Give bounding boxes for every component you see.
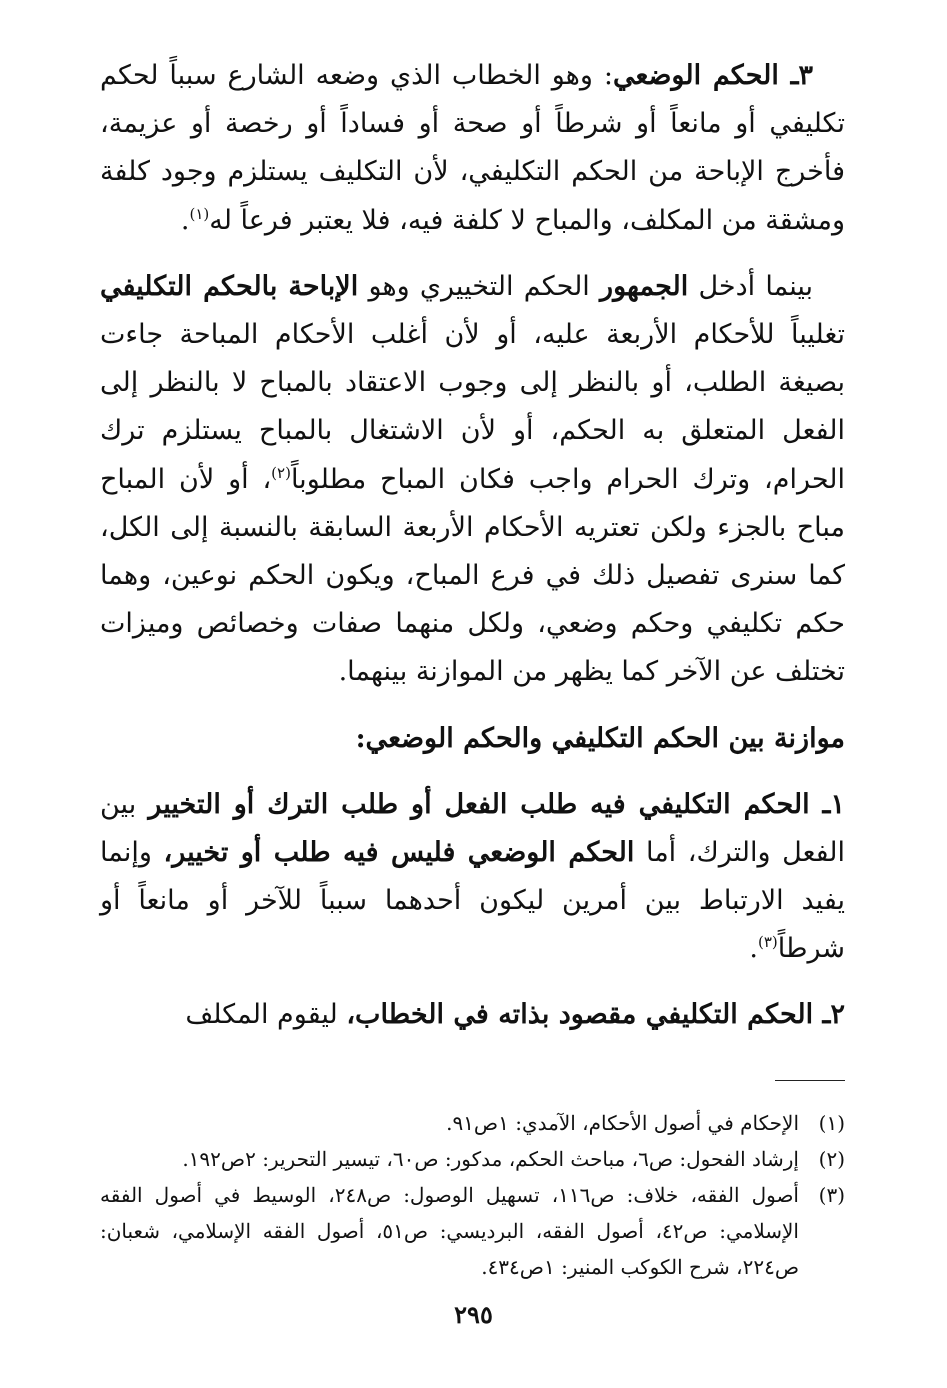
footnote-text: الإحكام في أصول الأحكام، الآمدي: ١ص٩١. — [446, 1110, 799, 1135]
section-heading: موازنة بين الحكم التكليفي والحكم الوضعي: — [355, 722, 845, 754]
paragraph-wad-definition — [100, 52, 845, 245]
footnote-3 — [100, 1177, 845, 1285]
footnote-text: أصول الفقه، خلاف: ص١١٦، تسهيل الوصول: ص٢٤٨، الوسيط في أصول الفقه الإسلامي: ص٤٢، أصول الفقه، البرديسي: ص٥١، أصول الفقه الإسلامي، شعبان: ص٢٢٤، شرح الكوكب المنير: ١ص٤٣٤. — [100, 1182, 799, 1279]
footnote-text: إرشاد الفحول: ص٦، مباحث الحكم، مدكور: ص٦٠، تيسير التحرير: ٢ص١٩٢. — [182, 1146, 799, 1171]
term-wadi: الحكم الوضعي فليس فيه طلب أو تخيير، — [163, 836, 635, 868]
footnote-number: (٣) — [818, 1182, 845, 1207]
footnote-ref-3[interactable]: (٣) — [757, 933, 778, 952]
paragraph-text: بين الفعل والترك، أما — [100, 788, 845, 868]
paragraph-text: : وهو الخطاب الذي وضعه الشارع سبباً لحكم تكليفي أو مانعاً أو شرطاً أو صحة أو فساداً أو رخصة أو عزيمة، فأخرج الإباحة من الحكم التكليفي، لأن التكليف يستلزم وجود كلفة ومشقة من المكلف، والمباح لا كلفة فيه، فلا يعتبر فرعاً له — [100, 60, 845, 236]
paragraph-end: . — [180, 204, 190, 236]
paragraph-point-2 — [100, 991, 845, 1039]
footnote-1 — [100, 1105, 845, 1141]
term-taklifi: ١ـ الحكم التكليفي فيه طلب الفعل أو طلب الترك أو التخيير — [148, 788, 845, 820]
paragraph-text: بينما أدخل — [688, 270, 813, 302]
paragraph-end: . — [749, 933, 758, 965]
paragraph-text: وإنما يفيد الارتباط بين أمرين ليكون أحدهما سبباً للآخر أو مانعاً أو شرطاً — [100, 836, 845, 965]
term-taklifi-maqsud: ٢ـ الحكم التكليفي مقصود بذاته في الخطاب، — [346, 999, 845, 1031]
footnote-number: (٢) — [818, 1146, 845, 1171]
term-ibaha: الإباحة بالحكم التكليفي — [100, 270, 359, 302]
footnotes — [100, 1105, 845, 1285]
page-number: ٢٩٥ — [454, 1300, 493, 1329]
footnote-ref-2[interactable]: (٢) — [271, 463, 291, 482]
paragraph-text: ليقوم المكلف — [185, 999, 347, 1031]
paragraph-text: تغليباً للأحكام الأربعة عليه، أو لأن أغلب الأحكام المباحة جاءت بصيغة الطلب، أو بالنظر إلى وجوب الاعتقاد بالمباح لا بالنظر إلى الفعل المتعلق به الحكم، أو لأن الاشتغال بالمباح يستلزم ترك الحرام، وترك الحرام واجب فكان المباح مطلوباً — [100, 319, 845, 495]
term-jumhur: الجمهور — [600, 270, 689, 302]
footnote-number: (١) — [818, 1110, 845, 1135]
footnote-ref-1[interactable]: (١) — [189, 204, 210, 223]
term-wad: ٣ـ الحكم الوضعي — [612, 60, 814, 91]
paragraph-jumhur — [100, 263, 845, 697]
paragraph-text: الحكم التخييري وهو — [358, 270, 601, 302]
footnote-separator — [775, 1080, 845, 1081]
paragraph-point-1 — [100, 781, 845, 974]
paragraph-text: ، أو لأن المباح مباح بالجزء ولكن تعتريه الأحكام الأربعة السابقة بالنسبة إلى الكل، كما سنرى تفصيل ذلك في فرع المباح، ويكون الحكم نوعين، وهما حكم تكليفي وحكم وضعي، ولكل منهما صفات وخصائص وميزات تختلف عن الآخر كما يظهر من الموازنة بينهما. — [100, 463, 845, 688]
footnote-2 — [100, 1141, 845, 1177]
